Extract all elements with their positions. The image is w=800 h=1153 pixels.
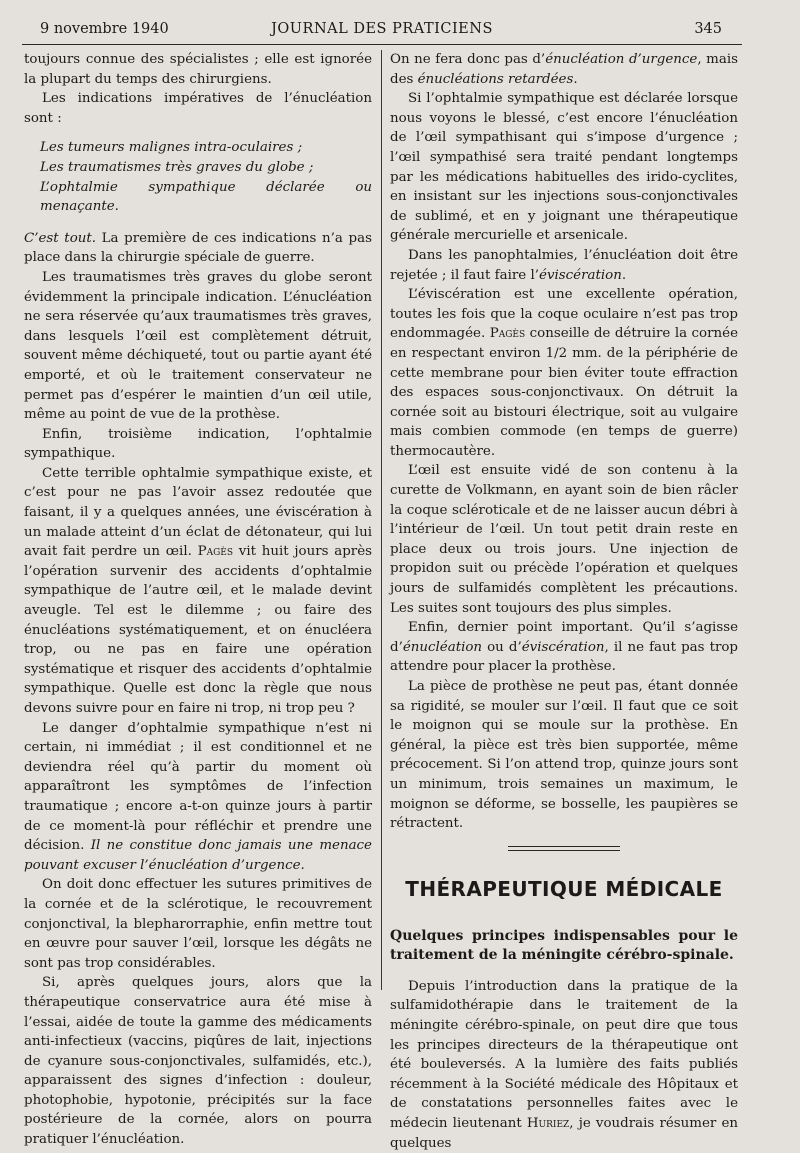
paragraph — [390, 50, 738, 89]
italic-text: Il ne constitue donc jamais une menace pouvant excuser l’énucléation d’urgence. — [24, 838, 372, 873]
author-name: Huriez — [526, 1115, 570, 1131]
text-run: Enfin, dernier point important. Qu’il s’agisse d’ — [390, 620, 738, 655]
text-run: vit huit jours après l’opération survenir des accidents d’ophtalmie sympathique de l’autre œil, et le malade devint aveugle. Tel est le dilemme ; ou faire des énucléations systématiquement, et on énucléera trop, ou ne pas en faire une opération systématique et risquer des accidents d’ophtalmie sympathique. Quelle est donc la règle que nous devons suivre pour en faire ni trop, ni trop peu ? — [24, 544, 373, 716]
paragraph — [390, 977, 738, 1153]
text-run: . — [621, 267, 627, 283]
section-separator — [508, 846, 620, 851]
list-item: L’ophtalmie sympathique déclarée ou menaçante. — [40, 179, 372, 215]
paragraph — [390, 246, 738, 285]
text-run: La première de ces indications n’a pas place dans la chirurgie spéciale de guerre. — [24, 230, 372, 266]
italic-text: énucléation — [402, 639, 483, 655]
left-column — [24, 50, 373, 1148]
right-column — [390, 50, 739, 1151]
author-name: Pagès — [197, 544, 234, 560]
list-item: Les traumatismes très graves du globe ; — [40, 159, 314, 175]
italic-text: éviscération — [521, 639, 605, 655]
indications-list — [40, 138, 372, 216]
column-divider — [381, 50, 382, 990]
paragraph: Enfin, troisième indication, l’ophtalmie sympathique. — [24, 426, 372, 462]
text-run: Cette terrible ophtalmie sympathique existe, et c’est pour ne pas l’avoir assez redoutée que faisant, il y a quelques années, une éviscération à un malade atteint d’un éclat de détonateur, qui lui avait fait perdre un œil. — [24, 465, 372, 560]
author-name: Pagès — [489, 326, 526, 342]
header-date: 9 novembre 1940 — [40, 21, 169, 37]
text-run: On ne fera donc pas d’ — [390, 52, 546, 67]
text-run: , mais des — [390, 52, 739, 87]
article-subtitle: Quelques principes indispensables pour le traitement de la méningite cérébro-spinale. — [390, 927, 738, 963]
paragraph: Les indications impératives de l’énucléation sont : — [24, 91, 372, 126]
journal-title: JOURNAL DES PRATICIENS — [271, 21, 493, 37]
paragraph: Si l’ophtalmie sympathique est déclarée lorsque nous voyons le blessé, c’est encore l’énucléation de l’œil sympathisant qui s’impose d’urgence ; l’œil sympathisé sera traité pendant longtemps par les médications habituelles des irido-cyclites, en insistant sur les injections sous-conjonctivales de sublimé, et en y joignant une thérapeutique générale mercurielle et arsenicale. — [390, 91, 738, 244]
italic-text: éviscération — [539, 267, 622, 283]
paragraph: Si, après quelques jours, alors que la thérapeutique conservatrice aura été mise à l’essai, aidée de toute la gamme des médicaments anti-infectieux (vaccins, piqûres de lait, injections de cyanure sous-conjonctivales, sulfamidés, etc.), apparaissent des signes d’infection : douleur, photophobie, hypotonie, précipités sur la face postérieure de la cornée, alors on pourra pratiquer l’énucléation. — [24, 975, 372, 1148]
page-header — [22, 18, 742, 45]
text-run: Le danger d’ophtalmie sympathique n’est ni certain, ni immédiat ; il est conditionnel et ne deviendra réel qu’à partir du moment où apparaîtront les symptômes de l’infection traumatique ; encore a-t-on quinze jours à partir de ce moment-là pour réfléchir et prendre une décision. — [24, 720, 372, 854]
page-number: 345 — [694, 21, 722, 37]
paragraph — [24, 464, 372, 719]
paragraph: L’œil est ensuite vidé de son contenu à la curette de Volkmann, en ayant soin de bien râcler la coque scléroticale et de ne laisser aucun débri à l’intérieur de l’œil. Un tout petit drain reste en place deux ou trois jours. Une injection de propidon suit ou précède l’opération et quelques jours de sulfamidés complètent les précautions. Les suites sont toujours des plus simples. — [390, 463, 738, 616]
text-run: . — [573, 71, 578, 87]
paragraph — [390, 618, 738, 677]
paragraph: Les traumatismes très graves du globe seront évidemment la principale indication. L’énucléation ne sera réservée qu’aux traumatismes très graves, dans lesquels l’œil est complètement détruit, souvent même déchiqueté, tout ou partie ayant été emporté, et où le traitement conservateur ne permet pas d’espérer le maintien d’un œil utile, même au point de vue de la prothèse. — [24, 269, 372, 423]
paragraph — [24, 229, 372, 268]
text-run: Depuis l’introduction dans la pratique de la sulfamidothérapie dans le traitement de la méningite cérébro-spinale, on peut dire que tous les principes directeurs de la thérapeutique ont été bouleversés. A la lumière des faits publiés récemment à la Société médicale des Hôpitaux et de constatations personnelles faites avec le médecin lieutenant — [390, 978, 738, 1131]
italic-text: C’est tout. — [24, 230, 97, 246]
paragraph: La pièce de prothèse ne peut pas, étant donnée sa rigidité, se mouler sur l’œil. Il faut que ce soit le moignon qui se moule sur la prothèse. En général, la pièce est très bien supportée, même précocement. Si l’on attend trop, quinze jours sont un minimum, trois semaines un maximum, le moignon se déforme, se bosselle, les paupières se rétractent. — [390, 679, 738, 832]
paragraph — [390, 285, 738, 461]
paragraph: On doit donc effectuer les sutures primitives de la cornée et de la sclérotique, le recouvrement conjonctival, la blepharorraphie, enfin mettre tout en œuvre pour sauver l’œil, lorsque les dégâts ne sont pas trop considérables. — [24, 877, 372, 971]
text-run: , il ne faut pas trop attendre pour placer la prothèse. — [390, 639, 738, 675]
text-run: ou d’ — [482, 639, 522, 655]
text-run: Dans les panophtalmies, l’énucléation doit être rejetée ; il faut faire l’ — [390, 247, 738, 283]
paragraph — [24, 719, 372, 876]
section-title: THÉRAPEUTIQUE MÉDICALE — [405, 876, 723, 901]
text-run: L’éviscération est une excellente opération, toutes les fois que la coque oculaire n’est pas trop endommagée. — [390, 287, 738, 342]
text-run: , je voudrais résumer en quelques — [390, 1115, 738, 1151]
italic-text: énucléations retardées — [417, 71, 574, 87]
text-run: conseille de détruire la cornée en respectant environ 1/2 mm. de la périphérie de cette membrane pour bien éviter toute effraction des espaces sous-conjonctivaux. On détruit la cornée soit au bistouri électrique, soit au vulgaire mais combien commode (en temps de guerre) thermocautère. — [390, 326, 738, 459]
paragraph: toujours connue des spécialistes ; elle est ignorée la plupart du temps des chirurgiens. — [24, 52, 372, 87]
list-item: Les tumeurs malignes intra-oculaires ; — [40, 140, 303, 156]
italic-text: énucléation d’urgence — [545, 52, 698, 67]
